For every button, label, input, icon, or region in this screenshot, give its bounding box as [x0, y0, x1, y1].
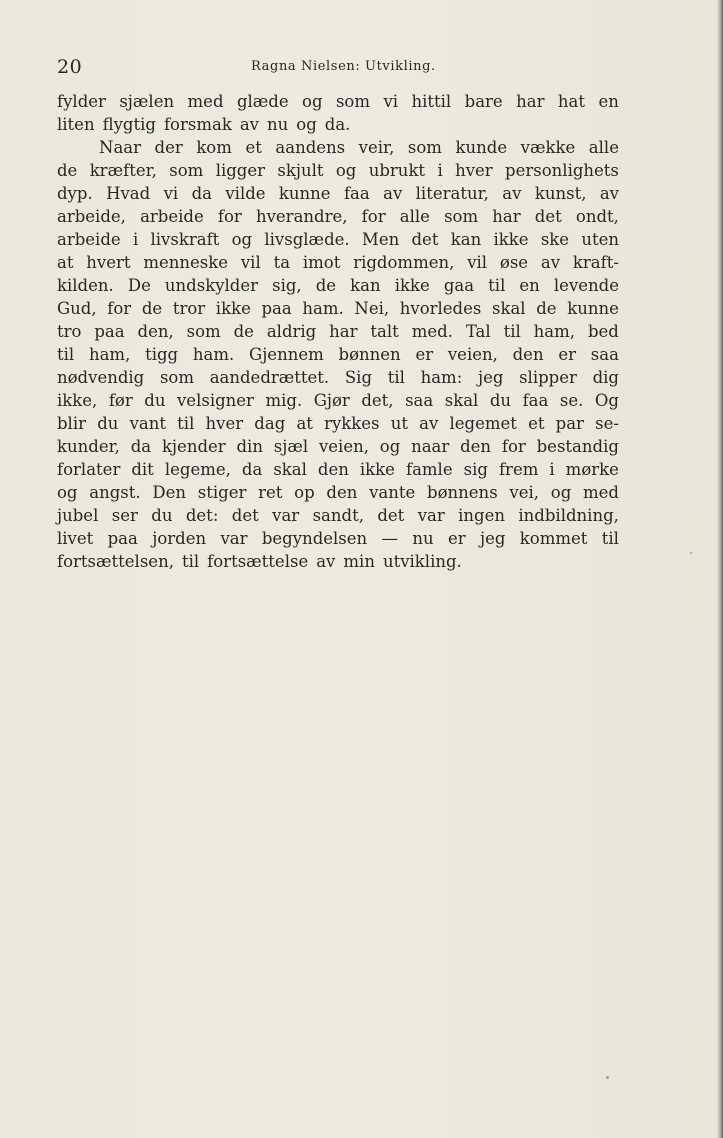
- text-line: tro paa den, som de aldrig har talt med. Tal til ham, bed: [57, 322, 619, 341]
- text-line: arbeide, arbeide for hverandre, for alle som har det ondt,: [57, 207, 619, 226]
- text-line: at hvert menneske vil ta imot rigdommen, vil øse av kraft-: [57, 253, 619, 272]
- text-line: og angst. Den stiger ret op den vante bønnens vei, og med: [57, 483, 619, 502]
- text-line: fylder sjælen med glæde og som vi hittil bare har hat en: [57, 92, 619, 111]
- running-head: Ragna Nielsen: Utvikling.: [251, 59, 436, 74]
- text-line: arbeide i livskraft og livsglæde. Men det kan ikke ske uten: [57, 230, 619, 249]
- page-edge-shadow: [717, 0, 723, 1138]
- text-line: fortsættelsen, til fortsættelse av min utvikling.: [57, 552, 462, 571]
- text-line: til ham, tigg ham. Gjennem bønnen er veien, den er saa: [57, 345, 619, 364]
- text-line: blir du vant til hver dag at rykkes ut av legemet et par se-: [57, 414, 619, 433]
- text-line: Gud, for de tror ikke paa ham. Nei, hvorledes skal de kunne: [57, 299, 619, 318]
- text-line: kilden. De undskylder sig, de kan ikke gaa til en levende: [57, 276, 619, 295]
- text-line: ikke, før du velsigner mig. Gjør det, saa skal du faa se. Og: [57, 391, 619, 410]
- text-line: nødvendig som aandedrættet. Sig til ham: jeg slipper dig: [57, 368, 619, 387]
- paper-speck: [606, 1076, 609, 1079]
- text-line: liten flygtig forsmak av nu og da.: [57, 115, 351, 134]
- text-line: forlater dit legeme, da skal den ikke famle sig frem i mørke: [57, 460, 619, 479]
- text-line: de kræfter, som ligger skjult og ubrukt i hver personlighets: [57, 161, 619, 180]
- paper-speck: [690, 552, 692, 554]
- text-line: jubel ser du det: det var sandt, det var ingen indbildning,: [57, 506, 619, 525]
- text-line: livet paa jorden var begyndelsen — nu er jeg kommet til: [57, 529, 619, 548]
- page-number: 20: [57, 56, 83, 78]
- body-text: [57, 90, 619, 573]
- text-line: dyp. Hvad vi da vilde kunne faa av literatur, av kunst, av: [57, 184, 619, 203]
- text-line: Naar der kom et aandens veir, som kunde vække alle: [99, 138, 619, 157]
- text-line: kunder, da kjender din sjæl veien, og naar den for bestandig: [57, 437, 619, 456]
